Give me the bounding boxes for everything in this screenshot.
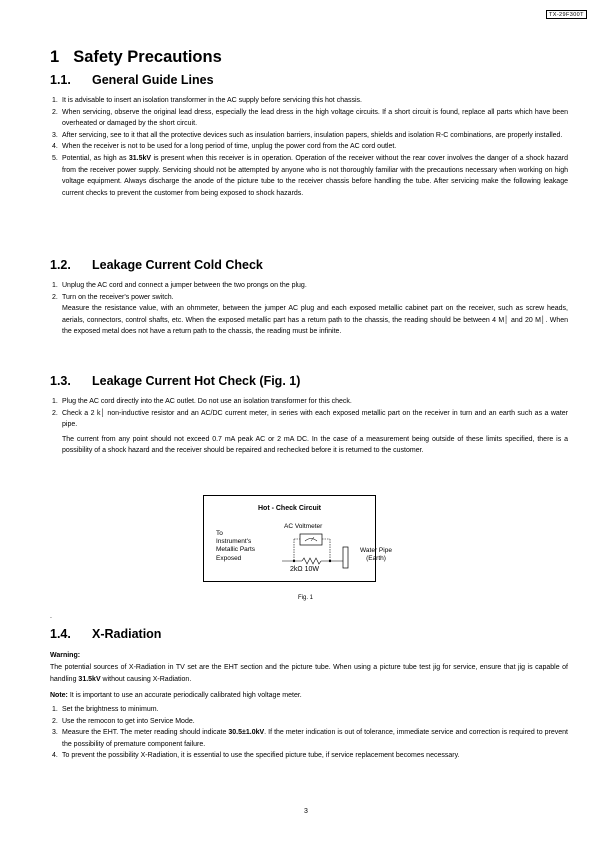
warning-text: The potential sources of X-Radiation in TV set are the EHT section and the picture tube. When using a picture tube test jig for service, ensure that jig is capable of handling 31.5kV without causing X-Radiation. [50,664,568,683]
resistor-icon [302,558,321,564]
figure-title: Hot - Check Circuit [257,505,321,512]
hot-check-list [50,396,568,457]
x-radiation-list [50,704,568,762]
page-number: 3 [304,808,308,815]
list-item: 1. Set the brightness to minimum. [52,706,159,713]
cold-check-list [50,280,568,338]
list-item: 1. Plug the AC cord directly into the AC outlet. Do not use an isolation transformer for this check. [52,398,352,405]
section-heading-cold-check: 1.2. Leakage Current Cold Check [50,258,263,272]
warning-label: Warning: [50,652,81,659]
list-item: 5. Potential, as high as 31.5kV is present when this receiver is in operation. Operation of the receiver without the rear cover involves the danger of a shock hazard from the receiver power supply. Servicing should not be attempted by anyone who is not thoroughly familiar with the precautions necessary when working on high voltage equipment. Always discharge the anode of the picture tube to the receiver chassis before handling the tube. After servicing make the following leakage current checks to prevent the customer from being exposed to shock hazards. [52,154,568,197]
section-heading-x-radiation: 1.4. X-Radiation [50,627,162,641]
section-heading-hot-check: 1.3. Leakage Current Hot Check (Fig. 1) [50,374,301,388]
page-title: 1 Safety Precautions [50,48,222,66]
stray-mark: . [50,613,52,620]
list-item: 2. Use the remocon to get into Service Mode. [52,717,195,725]
list-item: 3. Measure the EHT. The meter reading should indicate 30.5±1.0kV. If the meter indication is out of tolerance, immediate service and correction is required to prevent the possibility of premature component failure. [52,729,568,748]
list-item: 1. Unplug the AC cord and connect a jumper between the two prongs on the plug. [52,282,307,289]
list-item: 1. It is advisable to insert an isolation transformer in the AC supply before servicing this hot chassis. [52,97,362,104]
general-guide-lines-list [50,95,568,199]
note-text: Note: It is important to use an accurate periodically calibrated high voltage meter. [50,692,302,699]
list-item: 4. To prevent the possibility X-Radiation, it is essential to use the specified picture tube, if service replacement becomes necessary. [52,752,460,760]
voltmeter-label: AC Voltmeter [284,523,323,530]
water-pipe-icon [343,547,348,568]
model-number-tag: TX-29F300T [546,10,587,19]
list-item: 2. Check a 2 k│ non-inductive resistor and an AC/DC current meter, in series with each exposed metallic part on the receiver in turn and an earth such as a water pipe. The current from any point should not exceed 0.7 mA peak AC or 2 mA DC. In the case of a measurement being outside of these limits specified, there is a possibility of a shock hazard and the receiver should be repaired and rechecked before it is returned to the customer. [52,409,568,455]
list-item: 4. When the receiver is not to be used for a long period of time, unplug the power cord from the AC cord outlet. [52,143,397,151]
hot-check-circuit-diagram: Hot - Check Circuit AC Voltmeter To Instrument's Metallic Parts Exposed 2kΩ 10W Water Pipe (Earth) [203,495,376,582]
section-heading-general-guide-lines: 1.1. General Guide Lines [50,73,214,87]
list-item: 2. Turn on the receiver's power switch. Measure the resistance value, with an ohmmeter, between the jumper AC plug and each exposed metallic cabinet part on the receiver, such as screw heads, aerials, connectors, control shafts, etc. When the exposed metallic part has a return path to the chassis, the reading should be between 4 M│ and 20 M│. When the exposed metal does not have a return path to the chassis, the reading must be infinite. [52,293,568,336]
instrument-label: To Instrument's Metallic Parts Exposed [216,530,256,562]
list-item: 3. After servicing, see to it that all the protective devices such as insulation barriers, insulation papers, shields and isolation R-C combinations, are properly installed. [52,131,563,139]
resistor-label: 2kΩ 10W [290,566,319,573]
figure-caption: Fig. 1 [298,595,314,601]
voltmeter-icon [300,534,322,545]
circuit-drawing [204,496,375,581]
list-item: 2. When servicing, observe the original lead dress, especially the lead dress in the high voltage circuits. If a short circuit is found, replace all parts which have been overheated or damaged by the short circuit. [52,108,568,128]
